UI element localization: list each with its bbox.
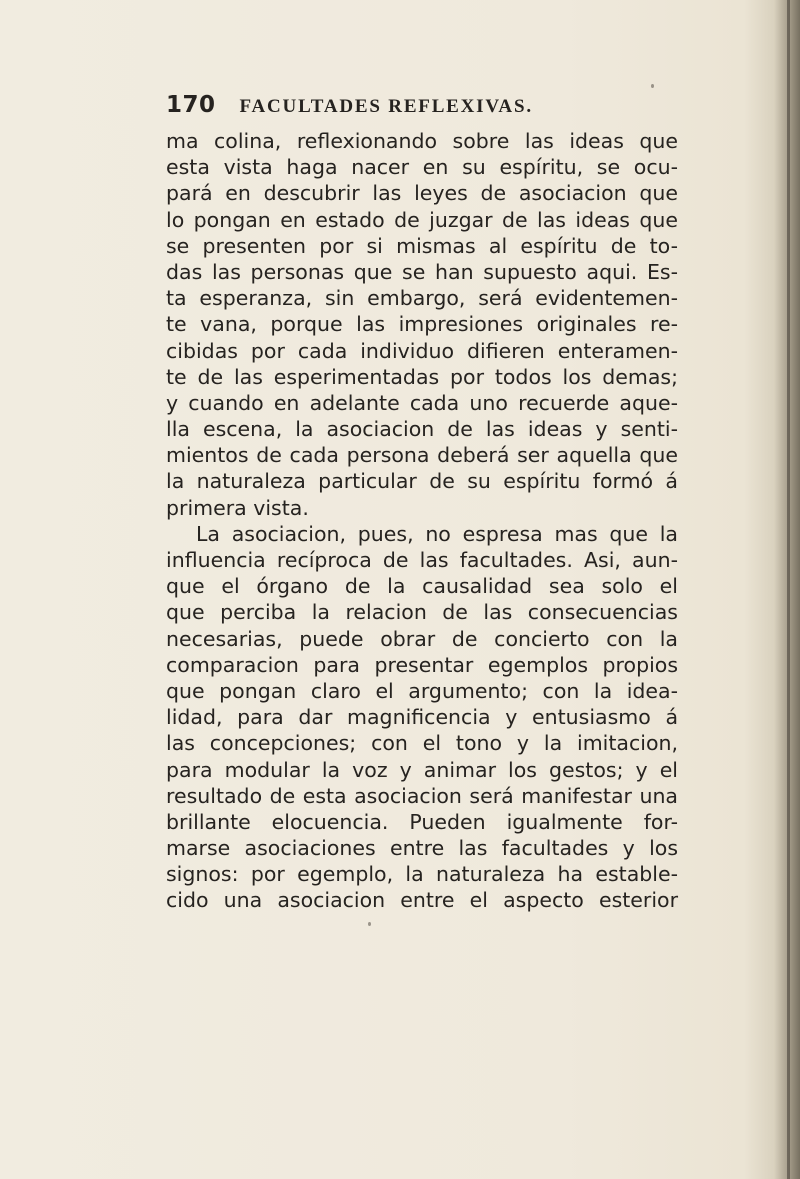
running-head: FACULTADES REFLEXIVAS. [239,96,533,117]
text-line: la naturaleza particular de su espíritu formó á [166,469,678,494]
body-text [166,128,678,914]
text-line: resultado de esta asociacion será manifestar una [166,783,678,808]
text-line: primera vista. [166,495,309,520]
binding-edge-line [787,0,790,1179]
text-line: ta esperanza, sin embargo, será evidentemen- [166,286,678,311]
text-line: lla escena, la asociacion de las ideas y senti- [166,417,678,442]
text-line: cibidas por cada individuo difieren enteramen- [166,338,678,363]
text-line: influencia recíproca de las facultades. Asi, aun- [166,548,678,572]
text-line: y cuando en adelante cada uno recuerde aque- [166,390,678,415]
paper-speck [651,84,654,88]
text-line: te de las esperimentadas por todos los demas; [166,364,678,389]
text-line: ma colina, reflexionando sobre las ideas que [166,129,678,153]
text-line: brillante elocuencia. Pueden igualmente for- [166,809,678,834]
text-line: te vana, porque las impresiones originales re- [166,312,678,337]
text-line: se presenten por si mismas al espíritu de to- [166,233,678,258]
text-line: cido una asociacion entre el aspecto esterior [166,888,678,913]
text-line: mientos de cada persona deberá ser aquella que [166,443,678,468]
text-line: comparacion para presentar egemplos propios [166,652,678,677]
text-line: marse asociaciones entre las facultades y los [166,836,678,861]
text-line: esta vista haga nacer en su espíritu, se ocu- [166,155,678,180]
page-header [166,92,596,126]
text-line: que perciba la relacion de las consecuencias [166,600,678,625]
text-line: para modular la voz y animar los gestos; y el [166,757,678,782]
text-line: pará en descubrir las leyes de asociacion que [166,181,678,206]
text-line: necesarias, puede obrar de concierto con la [166,626,678,651]
page-number: 170 [166,92,216,118]
text-line: que el órgano de la causalidad sea solo el [166,574,678,599]
text-line: signos: por egemplo, la naturaleza ha estable- [166,862,678,887]
text-line: das las personas que se han supuesto aqui. Es- [166,259,678,284]
text-line: lidad, para dar magnificencia y entusiasmo á [166,705,678,730]
text-line: lo pongan en estado de juzgar de las ideas que [166,207,678,232]
text-line: las concepciones; con el tono y la imitacion, [166,731,678,756]
paper-speck [368,922,371,926]
paragraph-start-line: La asociacion, pues, no espresa mas que la [196,521,678,546]
text-line: que pongan claro el argumento; con la idea- [166,678,678,703]
